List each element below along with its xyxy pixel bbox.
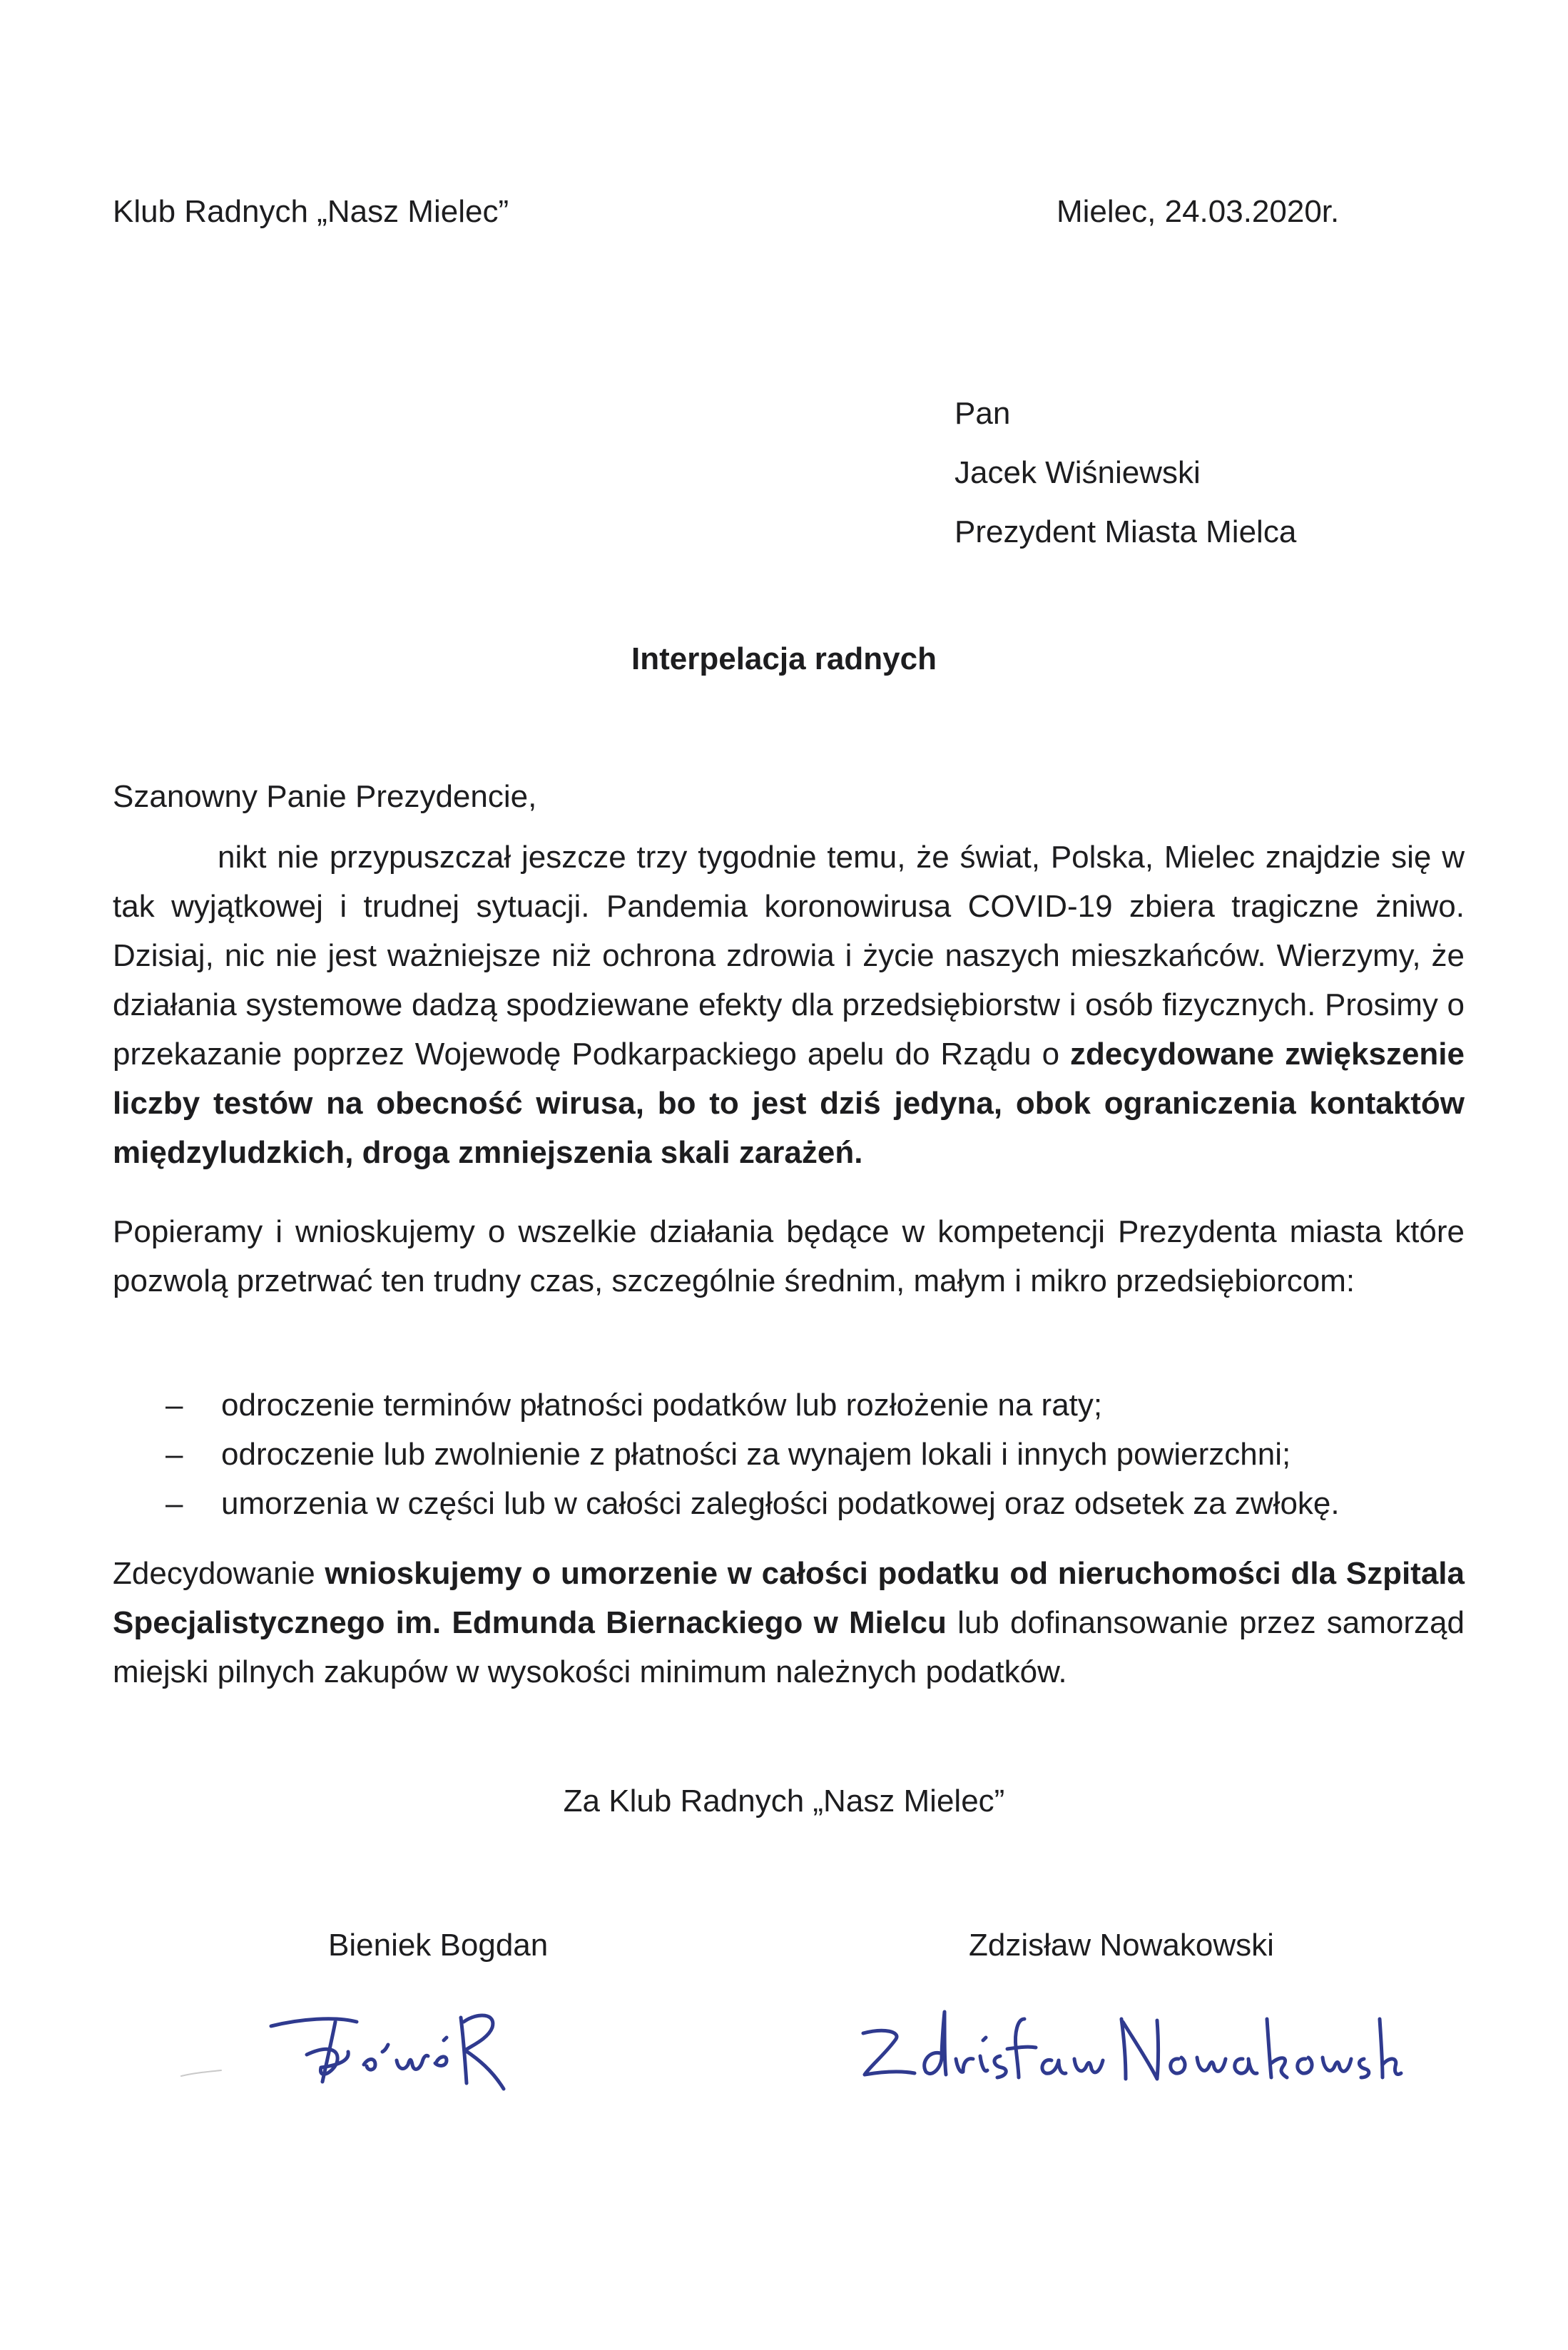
paragraph-3-start: Zdecydowanie [113, 1556, 325, 1591]
paragraph-2: Popieramy i wnioskujemy o wszelkie działania będące w kompetencji Prezydenta miasta które pozwolą przetrwać ten trudny czas, szczególnie średnim, małym i mikro przedsiębiorcom: [113, 1214, 1465, 1298]
place-date: Mielec, 24.03.2020r. [1057, 194, 1340, 229]
sender-line: Klub Radnych „Nasz Mielec” [113, 194, 509, 229]
paragraph-3-bold: wnioskujemy o umorzenie w całości podatku od nieruchomości dla Szpitala Specjalistycznego im. Edmunda Biernackiego w Mielcu [113, 1556, 1465, 1640]
recipient-name: Jacek Wiśniewski [954, 455, 1201, 490]
list-item-text: odroczenie terminów płatności podatków lub rozłożenie na raty; [221, 1388, 1103, 1423]
dash-marker: – [166, 1388, 183, 1423]
pen-mark [178, 2062, 235, 2083]
list-item [113, 1479, 1465, 1528]
paragraph-3 [113, 1549, 1465, 1697]
list-item [113, 1380, 1465, 1430]
signatory-name-2: Zdzisław Nowakowski [969, 1928, 1274, 1963]
closing-line: Za Klub Radnych „Nasz Mielec” [563, 1784, 1005, 1819]
signature-bieniek [257, 1990, 571, 2112]
signature-nowakowski [849, 1990, 1405, 2105]
paragraph-1 [113, 833, 1465, 1177]
measures-list [113, 1380, 1465, 1528]
signatory-name-1: Bieniek Bogdan [328, 1928, 549, 1963]
dash-marker: – [166, 1486, 183, 1521]
letter-title: Interpelacja radnych [631, 641, 937, 676]
recipient-salutation: Pan [954, 396, 1011, 431]
paragraph-3-end: lub dofinansowanie przez samorząd miejski pilnych zakupów w wysokości minimum należnych podatków. [113, 1605, 1465, 1689]
dash-marker: – [166, 1437, 183, 1472]
paragraph-1-bold: zdecydowane zwiększenie liczby testów na obecność wirusa, bo to jest dziś jedyna, obok ograniczenia kontaktów międzyludzkich, droga zmniejszenia skali zarażeń [113, 1037, 1465, 1170]
greeting: Szanowny Panie Prezydencie, [113, 779, 537, 814]
recipient-position: Prezydent Miasta Mielca [954, 514, 1297, 549]
list-item-text: odroczenie lub zwolnienie z płatności za wynajem lokali i innych powierzchni; [221, 1437, 1291, 1472]
list-item [113, 1430, 1465, 1479]
list-item-text: umorzenia w części lub w całości zaległości podatkowej oraz odsetek za zwłokę. [221, 1486, 1340, 1521]
paragraph-1-end: . [854, 1135, 863, 1170]
paragraph-1-text: nikt nie przypuszczał jeszcze trzy tygodnie temu, że świat, Polska, Mielec znajdzie się w tak wyjątkowej i trudnej sytuacji. Pandemia koronowirusa COVID-19 zbiera tragiczne żniwo. Dzisiaj, nic nie jest ważniejsze niż ochrona zdrowia i życie naszych mieszkańców. Wierzymy, że działania systemowe dadzą spodziewane efekty dla przedsiębiorstw i osób fizycznych. Prosimy o przekazanie poprzez Wojewodę Podkarpackiego apelu do Rządu o [113, 840, 1465, 1072]
